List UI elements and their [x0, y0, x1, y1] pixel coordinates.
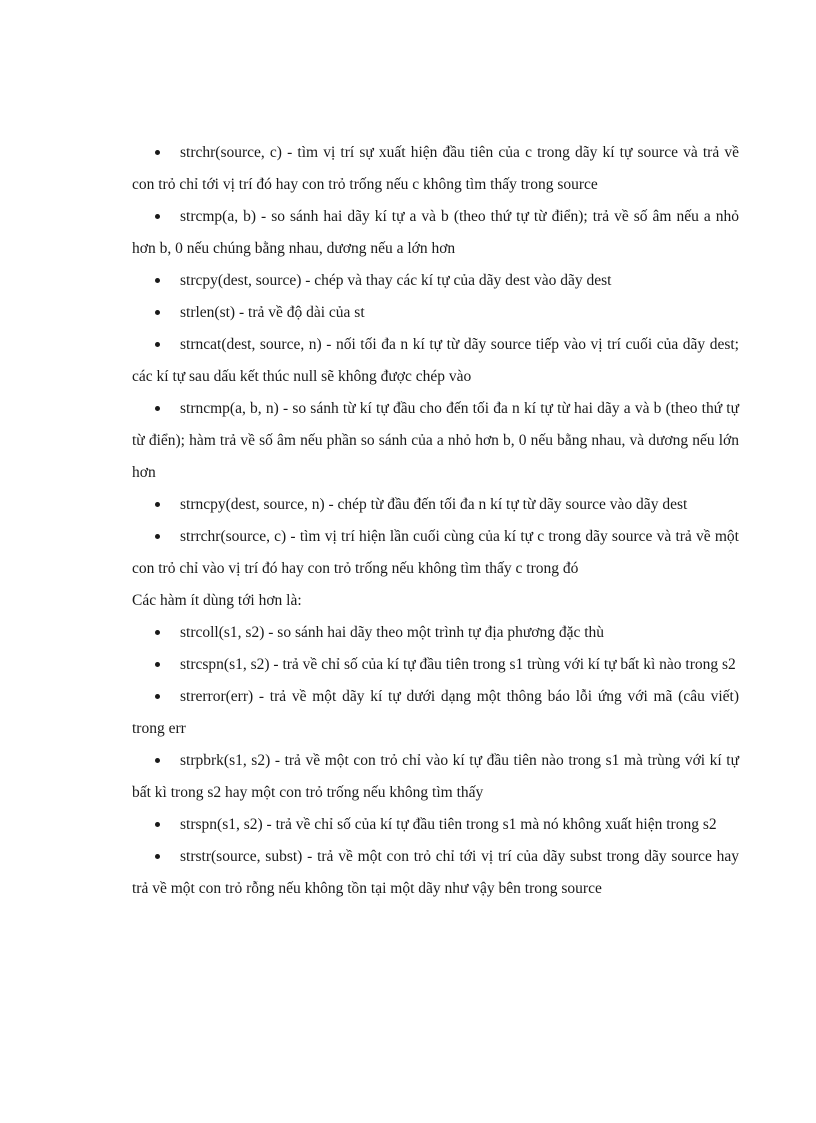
list-item	[132, 201, 739, 265]
list-item-text: strcoll(s1, s2) - so sánh hai dãy theo một trình tự địa phương đặc thù	[180, 624, 605, 641]
list-item-text: strcmp(a, b) - so sánh hai dãy kí tự a và b (theo thứ tự từ điển); trả về số âm nếu a nhỏ hơn b, 0 nếu chúng bằng nhau, dương nếu a lớn hơn	[132, 208, 739, 257]
list-item-text: strcpy(dest, source) - chép và thay các kí tự của dãy dest vào dãy dest	[180, 272, 612, 289]
bullet-icon	[155, 214, 160, 219]
list-item	[132, 521, 739, 585]
bullet-icon	[155, 854, 160, 859]
list-item	[132, 489, 739, 521]
list-item	[132, 329, 739, 393]
list-item	[132, 137, 739, 201]
list-item	[132, 265, 739, 297]
list-item	[132, 681, 739, 745]
function-list-less-used	[132, 617, 739, 905]
list-item-text: strncat(dest, source, n) - nối tối đa n kí tự từ dãy source tiếp vào vị trí cuối của dãy dest; các kí tự sau dấu kết thúc null sẽ không được chép vào	[132, 336, 739, 385]
bullet-icon	[155, 662, 160, 667]
bullet-icon	[155, 502, 160, 507]
function-list-main	[132, 137, 739, 585]
list-item-text: strncpy(dest, source, n) - chép từ đầu đến tối đa n kí tự từ dãy source vào dãy dest	[180, 496, 688, 513]
list-item-text: strstr(source, subst) - trả về một con trỏ chỉ tới vị trí của dãy subst trong dãy source hay trả về một con trỏ rỗng nếu không tồn tại một dãy như vậy bên trong source	[132, 848, 739, 897]
less-used-heading: Các hàm ít dùng tới hơn là:	[132, 592, 302, 609]
list-item	[132, 809, 739, 841]
bullet-icon	[155, 278, 160, 283]
bullet-icon	[155, 630, 160, 635]
bullet-icon	[155, 534, 160, 539]
list-item-text: strpbrk(s1, s2) - trả về một con trỏ chỉ vào kí tự đầu tiên nào trong s1 mà trùng với kí tự bất kì trong s2 hay một con trỏ trống nếu không tìm thấy	[132, 752, 739, 801]
bullet-icon	[155, 310, 160, 315]
bullet-icon	[155, 406, 160, 411]
list-item	[132, 841, 739, 905]
bullet-icon	[155, 694, 160, 699]
bullet-icon	[155, 822, 160, 827]
list-item-text: strrchr(source, c) - tìm vị trí hiện lần cuối cùng của kí tự c trong dãy source và trả về một con trỏ chỉ vào vị trí đó hay con trỏ trống nếu không tìm thấy c trong đó	[132, 528, 739, 577]
list-item-text: strcspn(s1, s2) - trả về chỉ số của kí tự đầu tiên trong s1 trùng với kí tự bất kì nào trong s2	[180, 656, 736, 673]
bullet-icon	[155, 150, 160, 155]
list-item	[132, 649, 739, 681]
list-item	[132, 745, 739, 809]
list-item-text: strlen(st) - trả về độ dài của st	[180, 304, 365, 321]
list-item-text: strncmp(a, b, n) - so sánh từ kí tự đầu cho đến tối đa n kí tự từ hai dãy a và b (theo thứ tự từ điển); hàm trả về số âm nếu phần so sánh của a nhỏ hơn b, 0 nếu bằng nhau, và dương nếu lớn hơn	[132, 400, 739, 481]
list-item-text: strspn(s1, s2) - trả về chỉ số của kí tự đầu tiên trong s1 mà nó không xuất hiện trong s2	[180, 816, 717, 833]
bullet-icon	[155, 342, 160, 347]
list-item	[132, 393, 739, 489]
list-item-text: strerror(err) - trả về một dãy kí tự dưới dạng một thông báo lỗi ứng với mã (câu viết) trong err	[132, 688, 739, 737]
list-item-text: strchr(source, c) - tìm vị trí sự xuất hiện đầu tiên của c trong dãy kí tự source và trả về con trỏ chỉ tới vị trí đó hay con trỏ trống nếu c không tìm thấy trong source	[132, 144, 739, 193]
list-item	[132, 297, 739, 329]
list-item	[132, 617, 739, 649]
bullet-icon	[155, 758, 160, 763]
document-page	[132, 137, 739, 905]
